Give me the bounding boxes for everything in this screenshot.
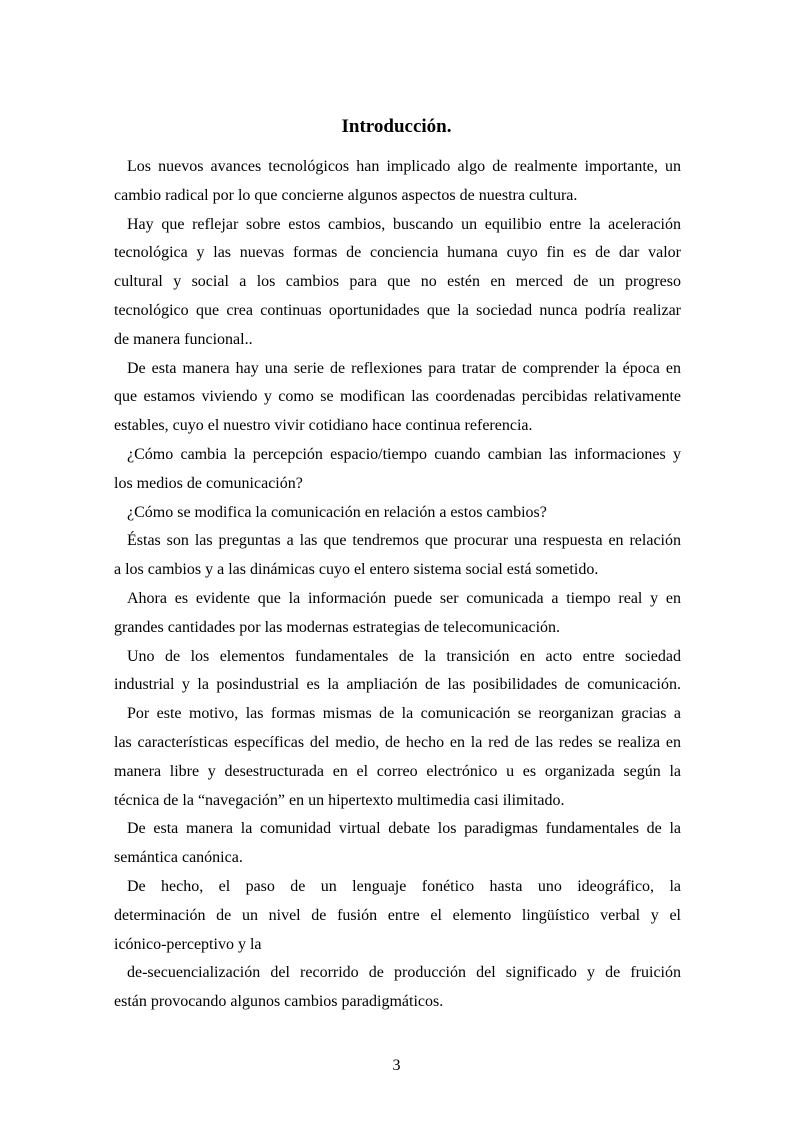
text-line: cambio radical por lo que concierne algunos aspectos de nuestra cultura.	[114, 186, 578, 204]
text-line: De esta manera hay una serie de reflexiones para tratar de comprender la época en	[127, 359, 681, 377]
text-line: tecnológica y las nuevas formas de conciencia humana cuyo fin es de dar valor	[114, 244, 681, 262]
text-line: cultural y social a los cambios para que no estén en merced de un progreso	[114, 273, 681, 291]
text-line: que estamos viviendo y como se modifican las coordenadas percibidas relativamente	[114, 388, 681, 406]
text-line: Hay que reflejar sobre estos cambios, buscando un equilibio entre la aceleración	[127, 215, 681, 233]
text-line: tecnológico que crea continuas oportunidades que la sociedad nunca podría realizar	[114, 301, 681, 319]
text-line: técnica de la “navegación” en un hipertexto multimedia casi ilimitado.	[114, 791, 565, 809]
text-line: los medios de comunicación?	[114, 474, 303, 492]
text-line: De hecho, el paso de un lenguaje fonético hasta uno ideográfico, la	[127, 877, 681, 895]
text-line: ¿Cómo cambia la percepción espacio/tiempo cuando cambian las informaciones y	[127, 445, 681, 463]
text-line: grandes cantidades por las modernas estrategias de telecomunicación.	[114, 618, 561, 636]
text-line: De esta manera la comunidad virtual debate los paradigmas fundamentales de la	[127, 820, 681, 838]
text-line: a los cambios y a las dinámicas cuyo el entero sistema social está sometido.	[114, 561, 599, 579]
body-text	[114, 153, 681, 1017]
text-line: determinación de un nivel de fusión entre el elemento lingüístico verbal y el	[114, 906, 681, 924]
text-line: de manera funcional..	[114, 330, 253, 348]
text-line: de-secuencialización del recorrido de producción del significado y de fruición	[127, 964, 681, 982]
text-line: semántica canónica.	[114, 849, 243, 867]
page-title: Introducción.	[341, 116, 452, 137]
text-line: están provocando algunos cambios paradigmáticos.	[114, 993, 444, 1011]
text-line: Uno de los elementos fundamentales de la transición en acto entre sociedad	[127, 647, 681, 665]
text-line: las características específicas del medio, de hecho en la red de las redes se realiza en	[114, 733, 681, 751]
text-line: ¿Cómo se modifica la comunicación en relación a estos cambios?	[127, 503, 547, 521]
text-line: industrial y la posindustrial es la ampliación de las posibilidades de comunicación.	[114, 676, 681, 694]
text-line: estables, cuyo el nuestro vivir cotidiano hace continua referencia.	[114, 417, 533, 435]
text-line: manera libre y desestructurada en el correo electrónico u es organizada según la	[114, 762, 681, 780]
text-line: Ahora es evidente que la información puede ser comunicada a tiempo real y en	[127, 589, 681, 607]
text-line: Por este motivo, las formas mismas de la comunicación se reorganizan gracias a	[127, 705, 681, 723]
text-line: Éstas son las preguntas a las que tendremos que procurar una respuesta en relación	[127, 532, 681, 550]
text-line: Los nuevos avances tecnológicos han implicado algo de realmente importante, un	[127, 158, 681, 175]
text-line: icónico-perceptivo y la	[114, 935, 262, 953]
page-number: 3	[392, 1057, 401, 1074]
